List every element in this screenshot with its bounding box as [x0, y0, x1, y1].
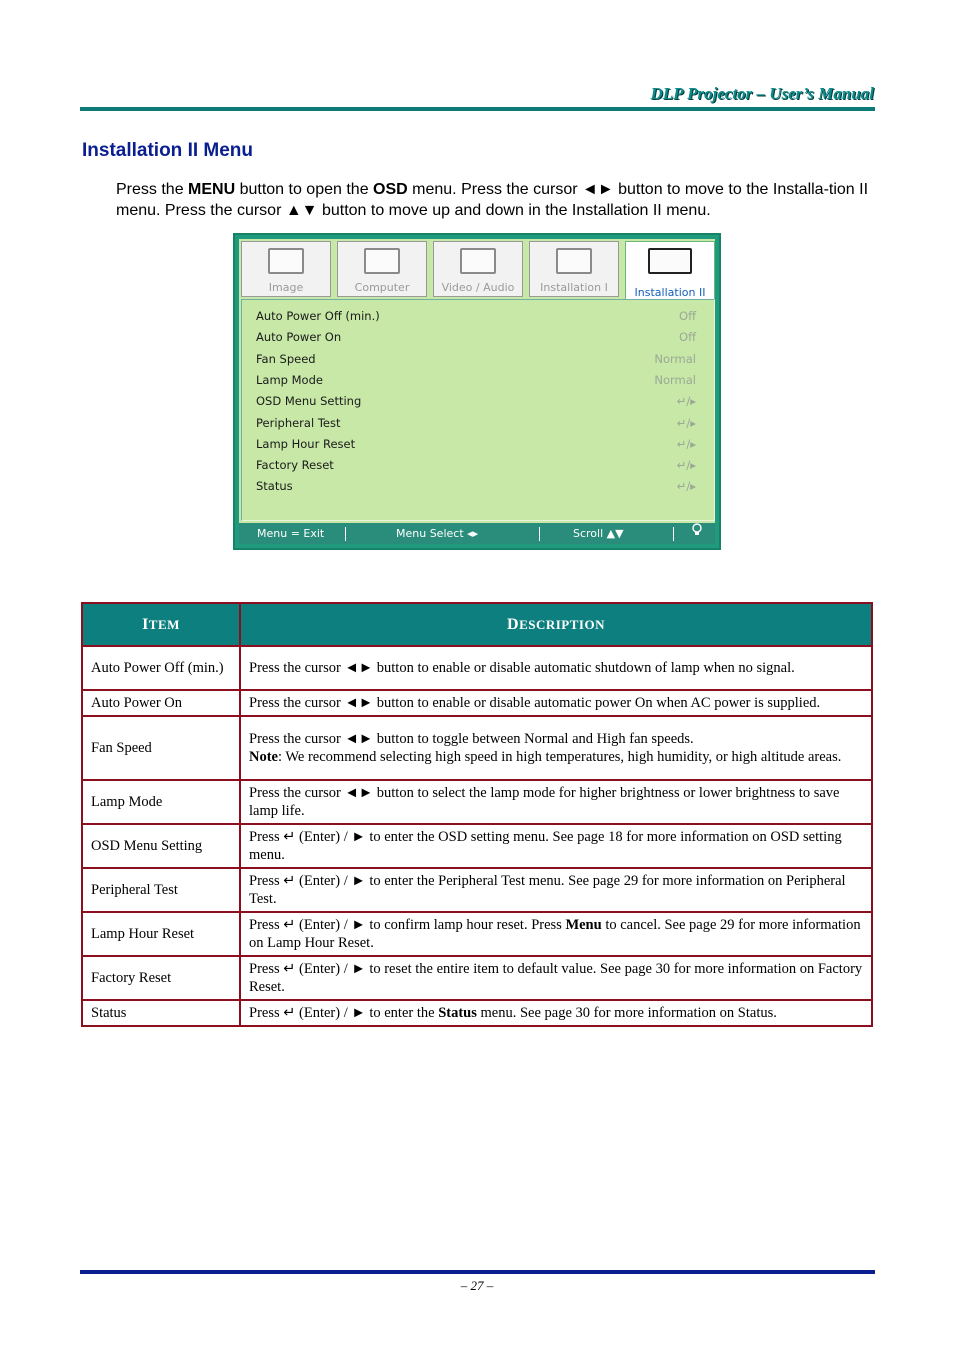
running-header: DLP Projector – User’s Manual	[650, 84, 874, 103]
osd-item-label: Auto Power On	[256, 330, 342, 345]
table-row	[82, 956, 872, 1000]
osd-item-label: Lamp Hour Reset	[256, 436, 356, 451]
column-header-item: ITEM	[82, 603, 240, 646]
osd-menu-screenshot	[233, 233, 721, 550]
osd-item-value: Normal	[654, 372, 696, 387]
item-cell: Auto Power On	[82, 690, 240, 716]
osd-menu-item[interactable]	[256, 391, 696, 412]
osd-tab-label: Computer	[354, 281, 410, 294]
header-rule	[80, 107, 875, 111]
osd-item-value: Normal	[654, 351, 696, 366]
osd-menu-item[interactable]	[256, 455, 696, 476]
table-row	[82, 716, 872, 780]
projector-icon	[556, 248, 592, 274]
osd-menu-item[interactable]	[256, 413, 696, 434]
item-cell: Fan Speed	[82, 716, 240, 780]
table-header-row	[82, 603, 872, 646]
item-cell: Lamp Mode	[82, 780, 240, 824]
osd-tab-label: Installation II	[634, 286, 706, 299]
osd-item-label: Lamp Mode	[256, 372, 323, 387]
description-cell: Press the cursor ◄► button to toggle between Normal and High fan speeds. Note: We recommend selecting high speed in high temperatures, high humidity, or high altitude areas.	[240, 716, 872, 780]
osd-bar-scroll: Scroll ▲▼	[573, 527, 624, 540]
item-cell: Peripheral Test	[82, 868, 240, 912]
osd-item-label: Fan Speed	[256, 351, 316, 366]
osd-bar-exit: Menu = Exit	[257, 527, 325, 540]
column-header-description: DESCRIPTION	[240, 603, 872, 646]
osd-menu-item[interactable]	[256, 349, 696, 370]
description-cell: Press the cursor ◄► button to enable or disable automatic shutdown of lamp when no signal.	[240, 646, 872, 690]
osd-tab-label: Video / Audio	[441, 281, 515, 294]
table-row	[82, 824, 872, 868]
item-cell: Lamp Hour Reset	[82, 912, 240, 956]
osd-item-label: OSD Menu Setting	[256, 394, 362, 409]
osd-item-label: Auto Power Off (min.)	[256, 309, 380, 323]
osd-item-label: Peripheral Test	[256, 415, 341, 430]
page-number: – 27 –	[460, 1278, 494, 1293]
table-row	[82, 912, 872, 956]
osd-bar-divider	[345, 527, 346, 541]
description-cell: Press the cursor ◄► button to enable or disable automatic power On when AC power is supplied.	[240, 690, 872, 716]
item-cell: Auto Power Off (min.)	[82, 646, 240, 690]
osd-tab-label: Image	[268, 281, 304, 294]
osd-item-value: ↵/▸	[676, 458, 696, 473]
osd-menu-item[interactable]	[256, 327, 696, 348]
osd-menu-item[interactable]	[256, 476, 696, 497]
osd-tab[interactable]	[241, 241, 331, 297]
footer-rule	[80, 1270, 875, 1274]
projector-help-icon	[648, 248, 692, 274]
osd-tab[interactable]	[529, 241, 619, 297]
osd-item-value: ↵/▸	[676, 436, 696, 451]
description-table	[81, 602, 873, 1027]
description-cell: Press ↵ (Enter) / ► to reset the entire item to default value. See page 30 for more information on Factory Reset.	[240, 956, 872, 1000]
osd-panel	[239, 239, 715, 544]
osd-tab[interactable]	[433, 241, 523, 297]
table-row	[82, 690, 872, 716]
table-row	[82, 1000, 872, 1026]
osd-bar-divider	[539, 527, 540, 541]
osd-tab-label: Installation I	[540, 281, 608, 294]
item-cell: OSD Menu Setting	[82, 824, 240, 868]
description-cell: Press the cursor ◄► button to select the lamp mode for higher brightness or lower brightness to save lamp life.	[240, 780, 872, 824]
table-row	[82, 868, 872, 912]
osd-item-value: ↵/▸	[676, 479, 696, 494]
osd-item-label: Factory Reset	[256, 458, 334, 473]
item-cell: Status	[82, 1000, 240, 1026]
description-cell: Press ↵ (Enter) / ► to confirm lamp hour reset. Press Menu to cancel. See page 29 for more information on Lamp Hour Reset.	[240, 912, 872, 956]
osd-menu-item[interactable]	[256, 370, 696, 391]
osd-bar-select: Menu Select ◂▸	[396, 527, 479, 540]
description-cell: Press ↵ (Enter) / ► to enter the Status menu. See page 30 for more information on Status.	[240, 1000, 872, 1026]
osd-item-value: ↵/▸	[676, 415, 696, 430]
video-audio-icon	[460, 248, 496, 274]
osd-item-value: ↵/▸	[676, 394, 696, 409]
osd-item-value: Off	[679, 309, 696, 323]
section-title: Installation II Menu	[82, 140, 254, 161]
intro-paragraph: Press the MENU button to open the OSD menu. Press the cursor ◄► button to move to the Installa-tion II menu. Press the cursor ▲▼ button to move up and down in the Installation II menu.	[116, 181, 869, 219]
description-cell: Press ↵ (Enter) / ► to enter the Peripheral Test menu. See page 29 for more information on Peripheral Test.	[240, 868, 872, 912]
table-row	[82, 646, 872, 690]
computer-icon	[364, 248, 400, 274]
table-row	[82, 780, 872, 824]
osd-menu-item[interactable]	[256, 434, 696, 455]
osd-status-bar	[239, 523, 715, 544]
osd-tab[interactable]	[337, 241, 427, 297]
osd-item-list	[241, 299, 715, 521]
osd-item-label: Status	[256, 479, 293, 494]
osd-tab[interactable]	[625, 241, 715, 301]
osd-bar-divider	[673, 527, 674, 541]
osd-item-value: Off	[679, 330, 696, 345]
osd-menu-item[interactable]	[256, 306, 696, 327]
monitor-icon	[268, 248, 304, 274]
lightbulb-icon	[691, 523, 703, 544]
item-cell: Factory Reset	[82, 956, 240, 1000]
description-cell: Press ↵ (Enter) / ► to enter the OSD setting menu. See page 18 for more information on OSD setting menu.	[240, 824, 872, 868]
